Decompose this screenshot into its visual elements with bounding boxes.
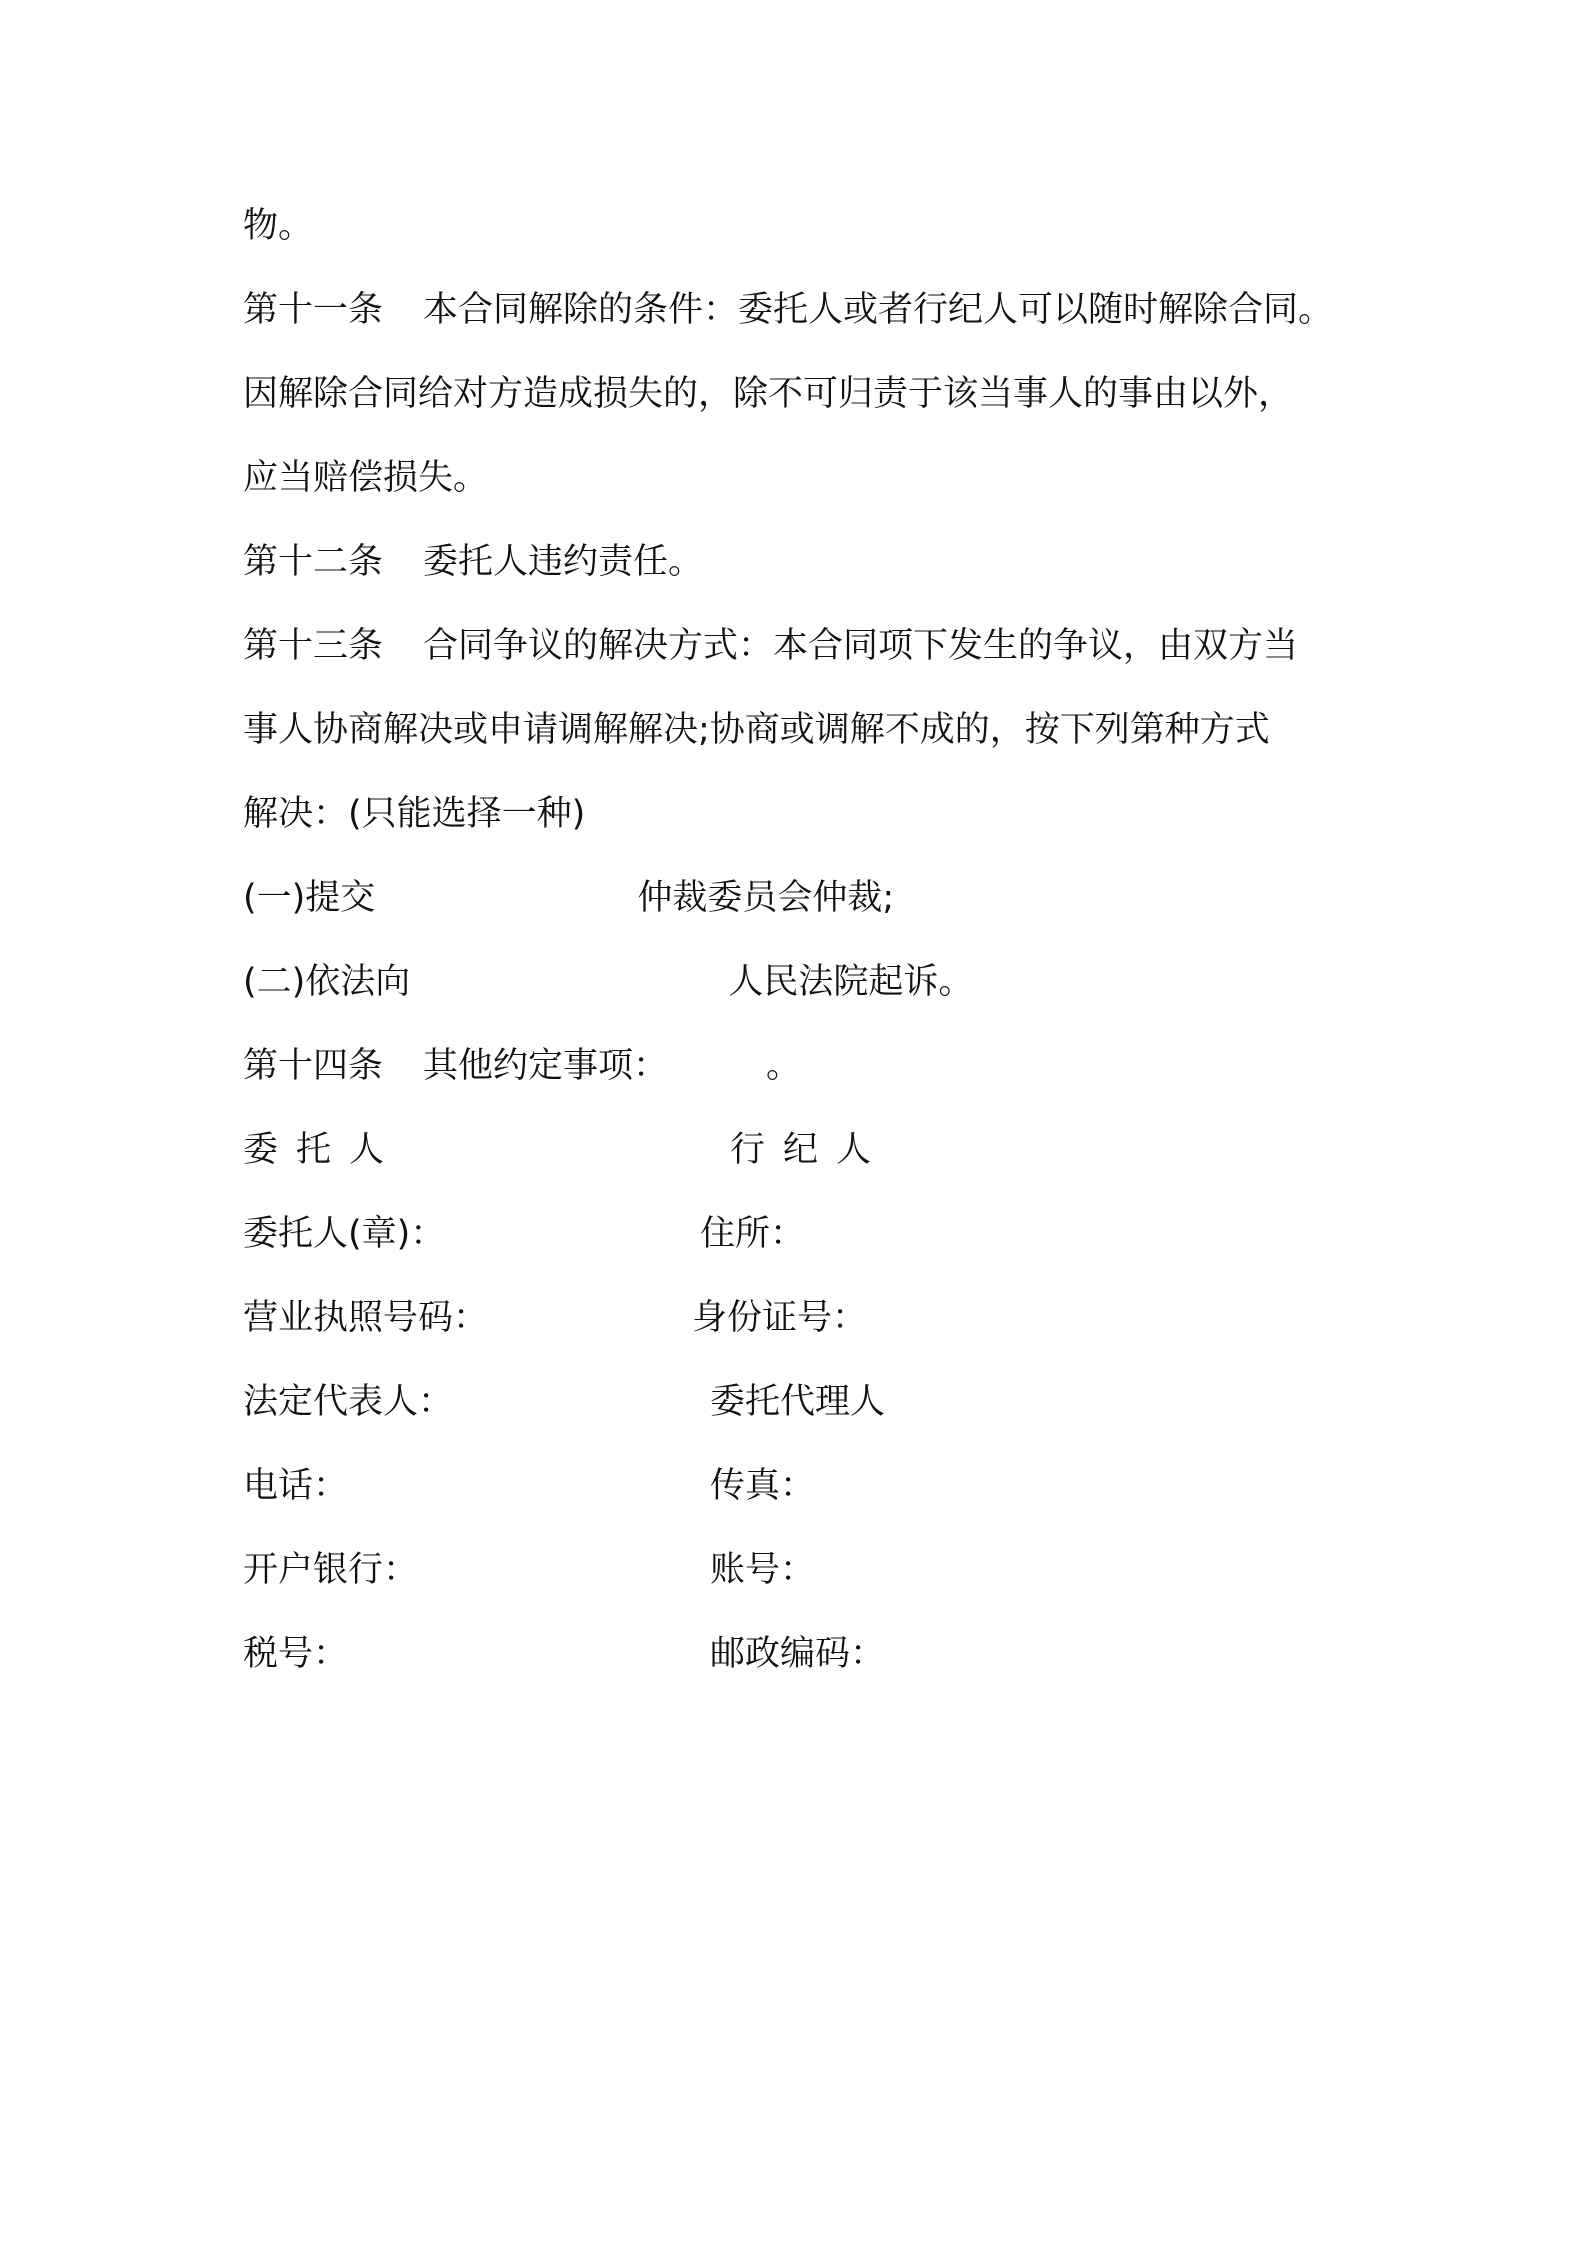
signature-left-field: 营业执照号码： <box>243 1298 489 1338</box>
option-1-suffix: 仲裁委员会仲裁; <box>637 878 895 918</box>
article-12-text: 委托人违约责任。 <box>423 542 704 582</box>
signature-right-title: 行纪人 <box>730 1130 890 1170</box>
text-line-7: 事人协商解决或申请调解解决;协商或调解不成的，按下列第种方式 <box>243 710 1270 750</box>
signature-left-field: 税号： <box>243 1634 349 1674</box>
signature-right-field: 住所： <box>700 1214 806 1254</box>
signature-right-field: 账号： <box>710 1550 816 1590</box>
signature-right-field: 委托代理人 <box>710 1382 886 1422</box>
option-2-prefix: (二)依法向 <box>243 962 411 1002</box>
article-12-label: 第十二条 <box>243 542 384 582</box>
signature-left-title: 委托人 <box>243 1130 403 1170</box>
text-line-3: 因解除合同给对方造成损失的，除不可归责于该当事人的事由以外， <box>243 374 1294 414</box>
paragraph-line <box>243 792 585 836</box>
article-13-text: 合同争议的解决方式：本合同项下发生的争议，由双方当 <box>423 626 1299 666</box>
signature-left-field: 委托人(章)： <box>243 1214 446 1254</box>
text-line-4: 应当赔偿损失。 <box>243 458 489 498</box>
article-14 <box>243 1044 801 1088</box>
paragraph-line <box>243 204 313 248</box>
article-14-end: 。 <box>766 1046 802 1086</box>
paragraph-line <box>243 372 1293 416</box>
signature-right-field: 身份证号： <box>692 1298 868 1338</box>
signature-left-field: 电话： <box>243 1466 349 1506</box>
article-11-text: 本合同解除的条件：委托人或者行纪人可以随时解除合同。 <box>423 290 1334 330</box>
text-line-1: 物。 <box>243 206 314 246</box>
signature-left-field: 开户银行： <box>243 1550 419 1590</box>
article-13 <box>243 624 1298 668</box>
article-14-label: 第十四条 <box>243 1046 384 1086</box>
paragraph-line <box>243 456 488 500</box>
option-1 <box>243 876 894 920</box>
signature-left-field: 法定代表人： <box>243 1382 454 1422</box>
option-1-prefix: (一)提交 <box>243 878 376 918</box>
article-12 <box>243 540 703 584</box>
article-13-label: 第十三条 <box>243 626 384 666</box>
article-11-label: 第十一条 <box>243 290 384 330</box>
article-14-text: 其他约定事项： <box>423 1046 669 1086</box>
option-2-suffix: 人民法院起诉。 <box>728 962 974 1002</box>
signature-right-field: 邮政编码： <box>710 1634 886 1674</box>
paragraph-line <box>243 708 1270 752</box>
signature-right-field: 传真： <box>710 1466 816 1506</box>
text-line-8: 解决：(只能选择一种) <box>243 794 586 834</box>
option-2 <box>243 960 973 1004</box>
article-11 <box>243 288 1333 332</box>
